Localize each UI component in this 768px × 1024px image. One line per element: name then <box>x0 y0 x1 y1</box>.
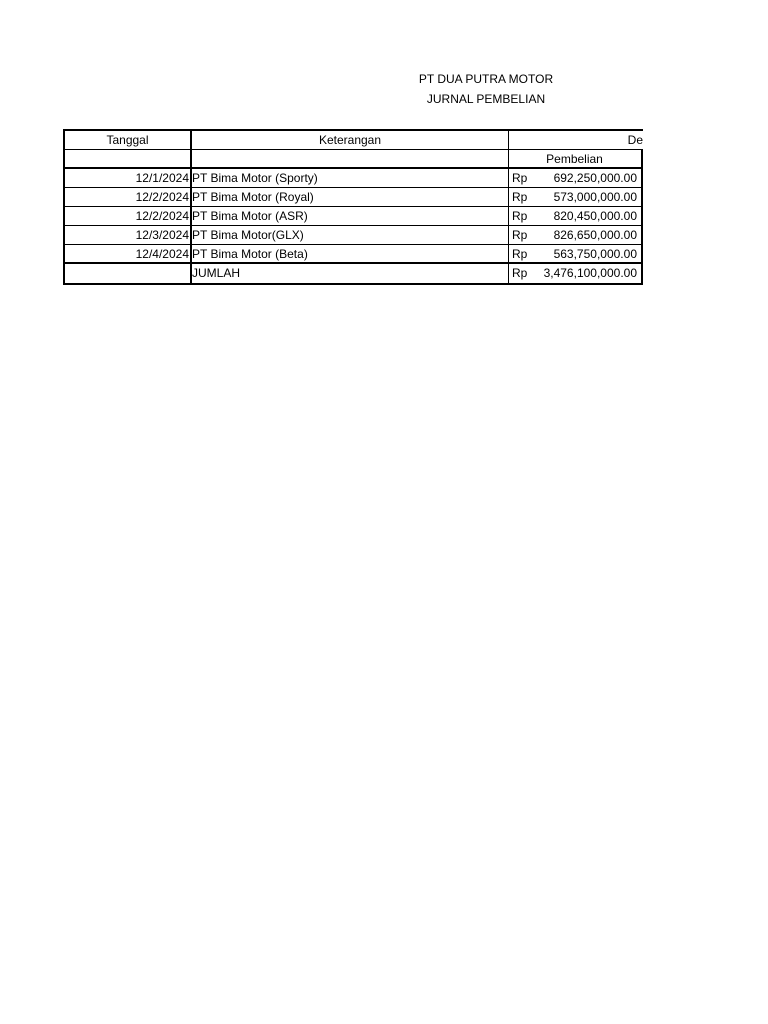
row-amount: 573,000,000.00 <box>553 190 637 204</box>
row-date: 12/3/2024 <box>65 226 192 244</box>
column-header-description: Keterangan <box>192 131 509 149</box>
row-amount-cell <box>509 207 643 225</box>
total-amount-cell <box>509 264 643 283</box>
row-amount-cell <box>509 245 643 262</box>
row-amount-cell <box>509 169 643 187</box>
subheader-date-cell <box>65 150 192 167</box>
row-amount: 692,250,000.00 <box>553 171 637 185</box>
subheader-description-cell <box>192 150 509 167</box>
row-amount: 563,750,000.00 <box>553 247 637 261</box>
row-amount-cell <box>509 188 643 206</box>
column-header-debit: De <box>627 133 643 147</box>
column-header-date: Tanggal <box>65 131 192 149</box>
row-amount-cell <box>509 226 643 244</box>
table-row <box>65 226 643 245</box>
table-row <box>65 188 643 207</box>
header-row <box>65 131 643 150</box>
subheader-row <box>65 150 643 169</box>
currency-label: Rp <box>512 228 528 242</box>
row-date: 12/1/2024 <box>65 169 192 187</box>
journal-title: JURNAL PEMBELIAN <box>426 92 546 106</box>
company-name: PT DUA PUTRA MOTOR <box>418 72 554 86</box>
table-row <box>65 207 643 226</box>
row-date: 12/2/2024 <box>65 188 192 206</box>
row-description: PT Bima Motor (Beta) <box>192 245 509 262</box>
total-amount: 3,476,100,000.00 <box>543 266 637 280</box>
table-row <box>65 169 643 188</box>
purchase-journal-table <box>63 129 643 285</box>
total-label: JUMLAH <box>192 264 509 283</box>
row-amount: 820,450,000.00 <box>553 209 637 223</box>
row-description: PT Bima Motor (Sporty) <box>192 169 509 187</box>
currency-label: Rp <box>512 209 528 223</box>
currency-label: Rp <box>512 190 528 204</box>
row-date: 12/4/2024 <box>65 245 192 262</box>
currency-label: Rp <box>512 171 528 185</box>
row-description: PT Bima Motor (ASR) <box>192 207 509 225</box>
currency-label: Rp <box>512 247 528 261</box>
row-description: PT Bima Motor (Royal) <box>192 188 509 206</box>
total-date-cell <box>65 264 192 283</box>
table-row <box>65 245 643 264</box>
total-row <box>65 264 643 283</box>
row-date: 12/2/2024 <box>65 207 192 225</box>
column-header-purchase: Pembelian <box>509 150 643 167</box>
row-amount: 826,650,000.00 <box>553 228 637 242</box>
row-description: PT Bima Motor(GLX) <box>192 226 509 244</box>
currency-label: Rp <box>512 266 528 280</box>
